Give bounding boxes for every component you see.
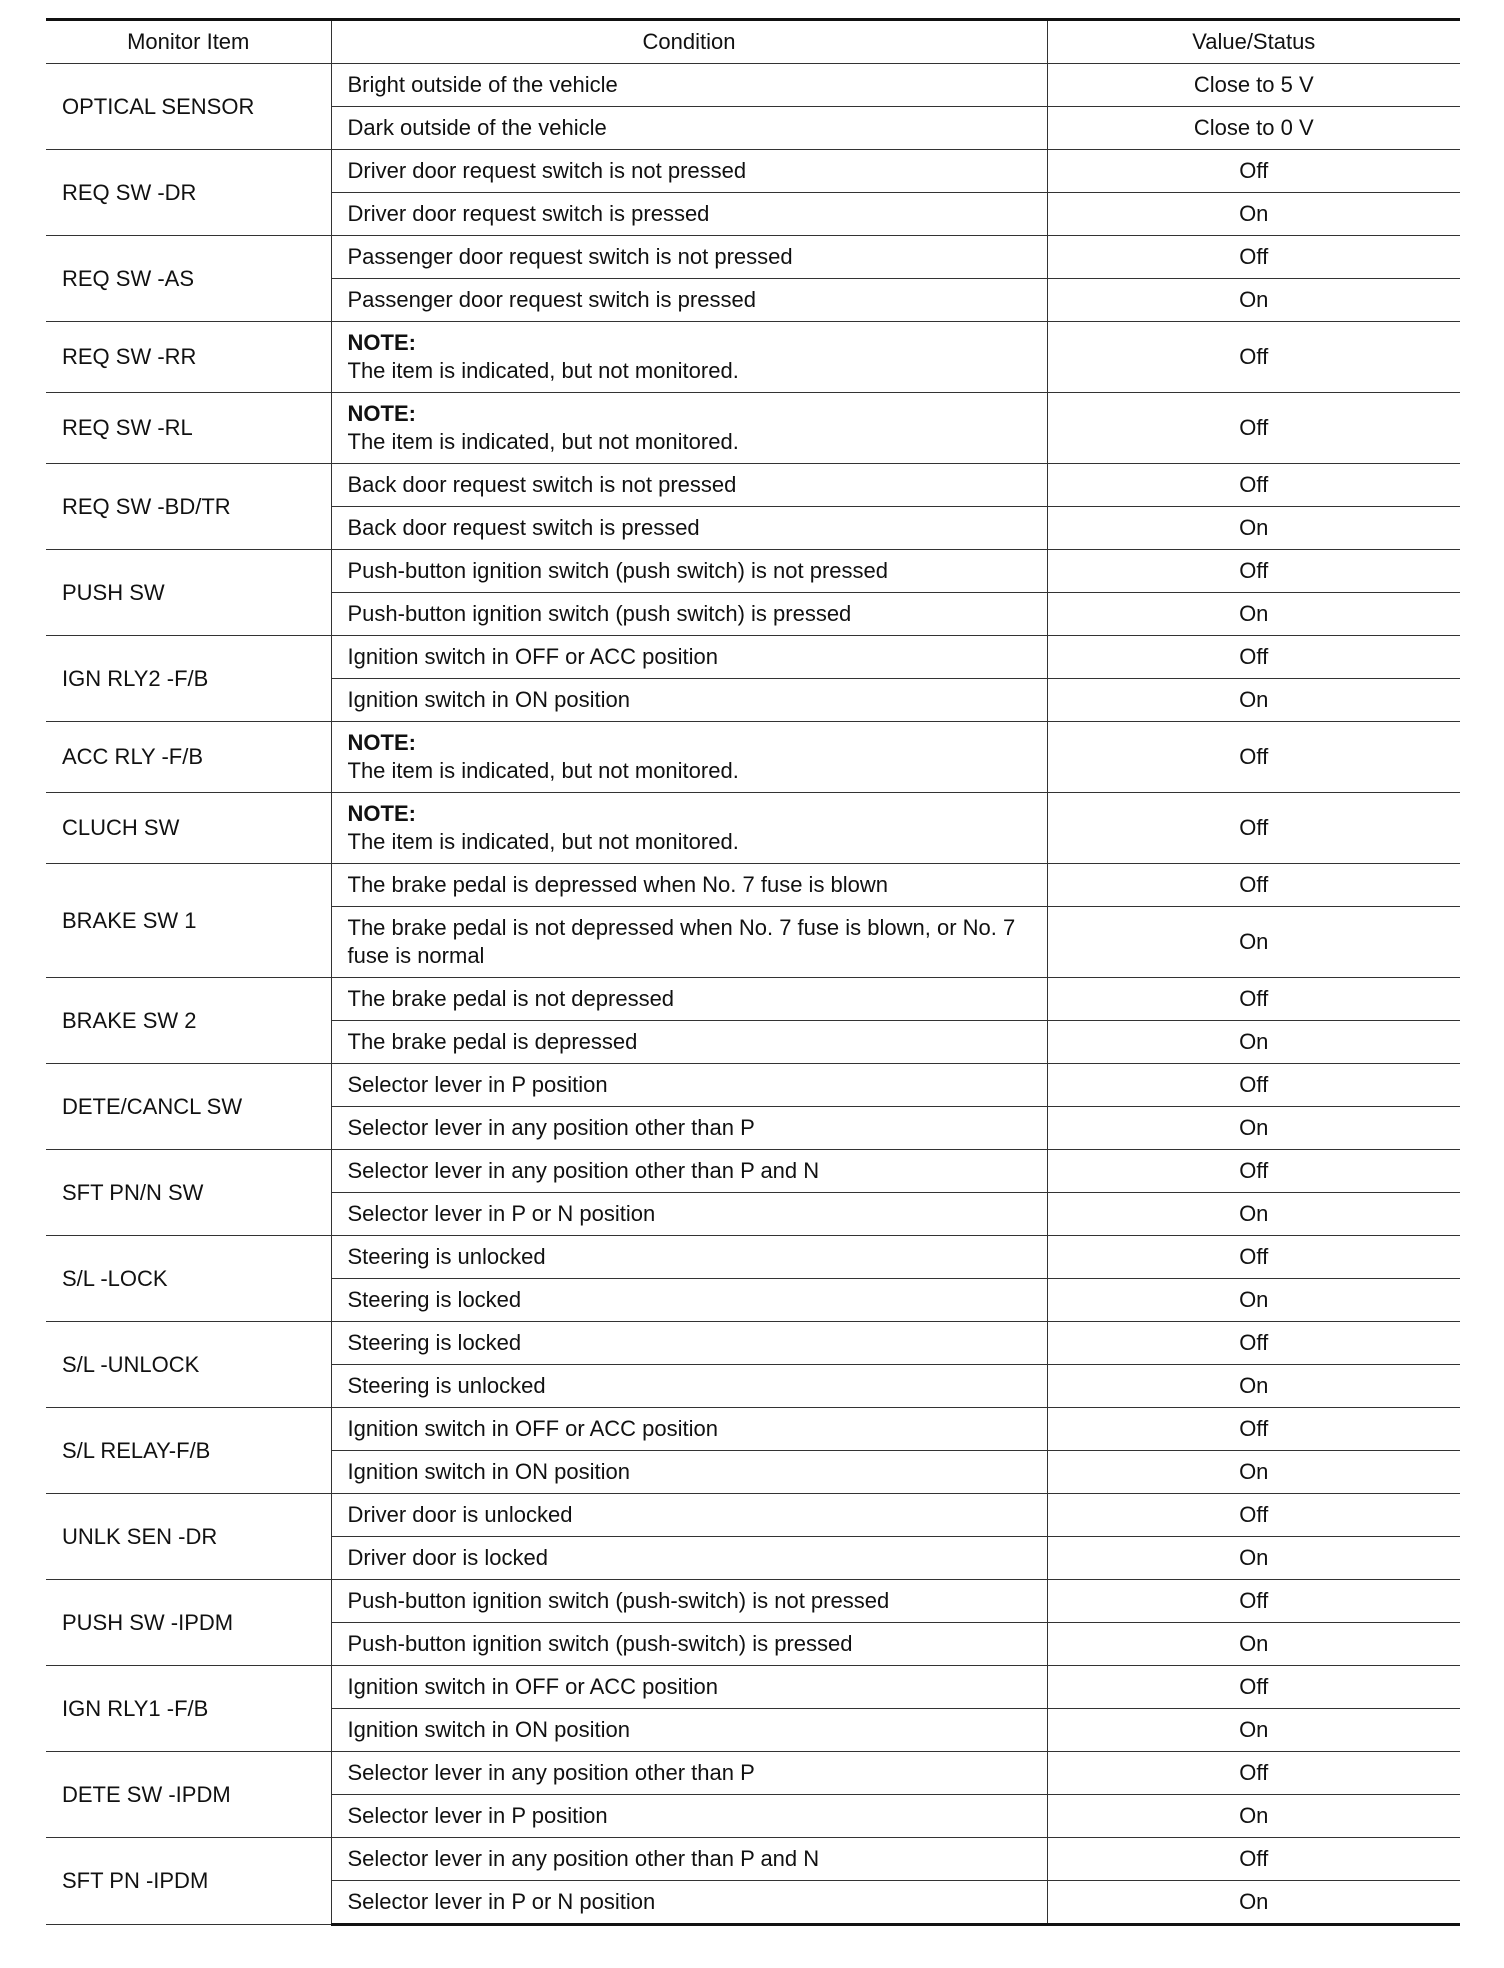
value-status-cell: On [1047,279,1460,322]
condition-text: Driver door request switch is not pressed [347,158,747,183]
monitor-item-name: S/L RELAY-F/B [46,1408,331,1494]
value-status-cell: Off [1047,978,1460,1021]
value-status-cell: Off [1047,1752,1460,1795]
condition-cell [331,1064,1047,1107]
table-row [46,722,1460,793]
value-status-cell: Off [1047,1494,1460,1537]
condition-text: Ignition switch in ON position [347,1717,630,1742]
note-text: The item is indicated, but not monitored. [347,758,739,783]
condition-text: Ignition switch in OFF or ACC position [347,1674,718,1699]
value-status-cell: Off [1047,1580,1460,1623]
condition-cell [331,550,1047,593]
table-row [46,1580,1460,1623]
table-row [46,1752,1460,1795]
note-text: The item is indicated, but not monitored. [347,829,739,854]
condition-cell [331,1365,1047,1408]
condition-text: Push-button ignition switch (push-switch) is pressed [347,1631,853,1656]
monitor-item-name: S/L -UNLOCK [46,1322,331,1408]
condition-cell [331,1322,1047,1365]
value-status-cell: On [1047,1881,1460,1925]
value-status-cell: On [1047,1451,1460,1494]
table-row [46,978,1460,1021]
monitor-item-name: REQ SW -RL [46,393,331,464]
condition-cell [331,1666,1047,1709]
condition-text: Dark outside of the vehicle [347,115,607,140]
condition-text: Driver door request switch is pressed [347,201,710,226]
monitor-item-name: IGN RLY1 -F/B [46,1666,331,1752]
value-status-cell: On [1047,1795,1460,1838]
condition-text: Bright outside of the vehicle [347,72,618,97]
monitor-item-name: CLUCH SW [46,793,331,864]
condition-cell [331,636,1047,679]
condition-cell [331,464,1047,507]
condition-cell [331,978,1047,1021]
table-row [46,236,1460,279]
condition-cell [331,593,1047,636]
condition-text: Steering is unlocked [347,1244,546,1269]
table-row [46,1064,1460,1107]
condition-cell [331,679,1047,722]
condition-cell [331,1021,1047,1064]
condition-cell [331,722,1047,793]
table-row [46,1494,1460,1537]
condition-cell [331,1537,1047,1580]
monitor-item-table [46,18,1460,1926]
condition-cell [331,1709,1047,1752]
monitor-item-name: PUSH SW -IPDM [46,1580,331,1666]
monitor-item-name: DETE/CANCL SW [46,1064,331,1150]
value-status-cell: Close to 0 V [1047,107,1460,150]
condition-cell [331,864,1047,907]
condition-cell [331,1838,1047,1881]
monitor-item-name: PUSH SW [46,550,331,636]
table-row [46,1150,1460,1193]
table-row [46,393,1460,464]
condition-cell [331,1580,1047,1623]
header-value-status: Value/Status [1047,20,1460,64]
table-row [46,1236,1460,1279]
header-monitor-item: Monitor Item [46,20,331,64]
monitor-item-name: BRAKE SW 1 [46,864,331,978]
condition-cell [331,193,1047,236]
monitor-item-name: S/L -LOCK [46,1236,331,1322]
table-row [46,793,1460,864]
condition-text: Selector lever in P or N position [347,1201,656,1226]
note-text: The item is indicated, but not monitored. [347,429,739,454]
monitor-item-name: BRAKE SW 2 [46,978,331,1064]
note-label: NOTE: [347,801,416,826]
monitor-item-name: REQ SW -DR [46,150,331,236]
value-status-cell: On [1047,507,1460,550]
value-status-cell: On [1047,1107,1460,1150]
value-status-cell: On [1047,1193,1460,1236]
value-status-cell: Off [1047,550,1460,593]
value-status-cell: Off [1047,1666,1460,1709]
table-row [46,1666,1460,1709]
note-label: NOTE: [347,401,416,426]
value-status-cell: Off [1047,636,1460,679]
table-header-row [46,20,1460,64]
value-status-cell: On [1047,1365,1460,1408]
monitor-item-name: REQ SW -RR [46,322,331,393]
condition-cell [331,793,1047,864]
condition-cell [331,907,1047,978]
value-status-cell: On [1047,1623,1460,1666]
condition-cell [331,1752,1047,1795]
value-status-cell: On [1047,593,1460,636]
condition-cell [331,279,1047,322]
monitor-item-name: SFT PN/N SW [46,1150,331,1236]
condition-cell [331,1494,1047,1537]
note-label: NOTE: [347,730,416,755]
condition-text: Driver door is locked [347,1545,549,1570]
value-status-cell: Off [1047,464,1460,507]
condition-text: Push-button ignition switch (push switch) is pressed [347,601,852,626]
monitor-item-name: REQ SW -BD/TR [46,464,331,550]
value-status-cell: Off [1047,1838,1460,1881]
condition-text: Back door request switch is pressed [347,515,700,540]
table-row [46,64,1460,107]
value-status-cell: On [1047,193,1460,236]
monitor-item-name: IGN RLY2 -F/B [46,636,331,722]
value-status-cell: On [1047,679,1460,722]
table-row [46,150,1460,193]
value-status-cell: Off [1047,1150,1460,1193]
condition-text: Selector lever in P position [347,1072,608,1097]
value-status-cell: Off [1047,793,1460,864]
condition-text: Selector lever in any position other than P [347,1760,755,1785]
value-status-cell: On [1047,1537,1460,1580]
condition-text: Steering is locked [347,1287,522,1312]
monitor-item-name: OPTICAL SENSOR [46,64,331,150]
condition-text: Steering is locked [347,1330,522,1355]
value-status-cell: Close to 5 V [1047,64,1460,107]
monitor-item-name: ACC RLY -F/B [46,722,331,793]
monitor-item-name: REQ SW -AS [46,236,331,322]
condition-text: The brake pedal is depressed [347,1029,638,1054]
header-condition: Condition [331,20,1047,64]
value-status-cell: Off [1047,1322,1460,1365]
value-status-cell: Off [1047,1236,1460,1279]
value-status-cell: Off [1047,1064,1460,1107]
condition-text: Selector lever in any position other than P and N [347,1158,820,1183]
condition-cell [331,236,1047,279]
condition-text: Ignition switch in ON position [347,687,630,712]
condition-text: Push-button ignition switch (push-switch) is not pressed [347,1588,890,1613]
condition-cell [331,107,1047,150]
table-row [46,864,1460,907]
condition-cell [331,1107,1047,1150]
condition-text: The brake pedal is not depressed when No. 7 fuse is blown, or No. 7 fuse is normal [347,915,1016,968]
condition-cell [331,322,1047,393]
table-row [46,550,1460,593]
note-text: The item is indicated, but not monitored. [347,358,739,383]
condition-text: Selector lever in any position other than P [347,1115,755,1140]
condition-cell [331,507,1047,550]
monitor-item-name: DETE SW -IPDM [46,1752,331,1838]
monitor-item-name: UNLK SEN -DR [46,1494,331,1580]
value-status-cell: On [1047,907,1460,978]
condition-text: Ignition switch in OFF or ACC position [347,1416,718,1441]
table-row [46,464,1460,507]
condition-text: The brake pedal is not depressed [347,986,675,1011]
condition-text: Push-button ignition switch (push switch) is not pressed [347,558,888,583]
note-label: NOTE: [347,330,416,355]
table-row [46,1838,1460,1881]
monitor-item-name: SFT PN -IPDM [46,1838,331,1925]
condition-text: Selector lever in any position other than P and N [347,1846,820,1871]
value-status-cell: On [1047,1709,1460,1752]
condition-cell [331,1193,1047,1236]
condition-cell [331,1408,1047,1451]
condition-cell [331,150,1047,193]
condition-text: Selector lever in P position [347,1803,608,1828]
condition-text: Ignition switch in OFF or ACC position [347,644,718,669]
monitor-item-table-container [46,18,1460,1926]
table-row [46,322,1460,393]
condition-cell [331,64,1047,107]
table-row [46,1322,1460,1365]
condition-cell [331,1881,1047,1925]
condition-text: Ignition switch in ON position [347,1459,630,1484]
value-status-cell: On [1047,1279,1460,1322]
condition-text: Selector lever in P or N position [347,1889,656,1914]
table-row [46,1408,1460,1451]
value-status-cell: On [1047,1021,1460,1064]
condition-text: Steering is unlocked [347,1373,546,1398]
condition-cell [331,1451,1047,1494]
condition-text: Back door request switch is not pressed [347,472,737,497]
value-status-cell: Off [1047,150,1460,193]
value-status-cell: Off [1047,1408,1460,1451]
table-body [46,64,1460,1925]
condition-text: Passenger door request switch is pressed [347,287,756,312]
condition-text: The brake pedal is depressed when No. 7 fuse is blown [347,872,889,897]
value-status-cell: Off [1047,864,1460,907]
condition-text: Driver door is unlocked [347,1502,573,1527]
condition-cell [331,393,1047,464]
condition-cell [331,1623,1047,1666]
table-row [46,636,1460,679]
value-status-cell: Off [1047,722,1460,793]
condition-cell [331,1795,1047,1838]
value-status-cell: Off [1047,236,1460,279]
condition-cell [331,1150,1047,1193]
value-status-cell: Off [1047,322,1460,393]
condition-text: Passenger door request switch is not pressed [347,244,793,269]
condition-cell [331,1236,1047,1279]
condition-cell [331,1279,1047,1322]
value-status-cell: Off [1047,393,1460,464]
